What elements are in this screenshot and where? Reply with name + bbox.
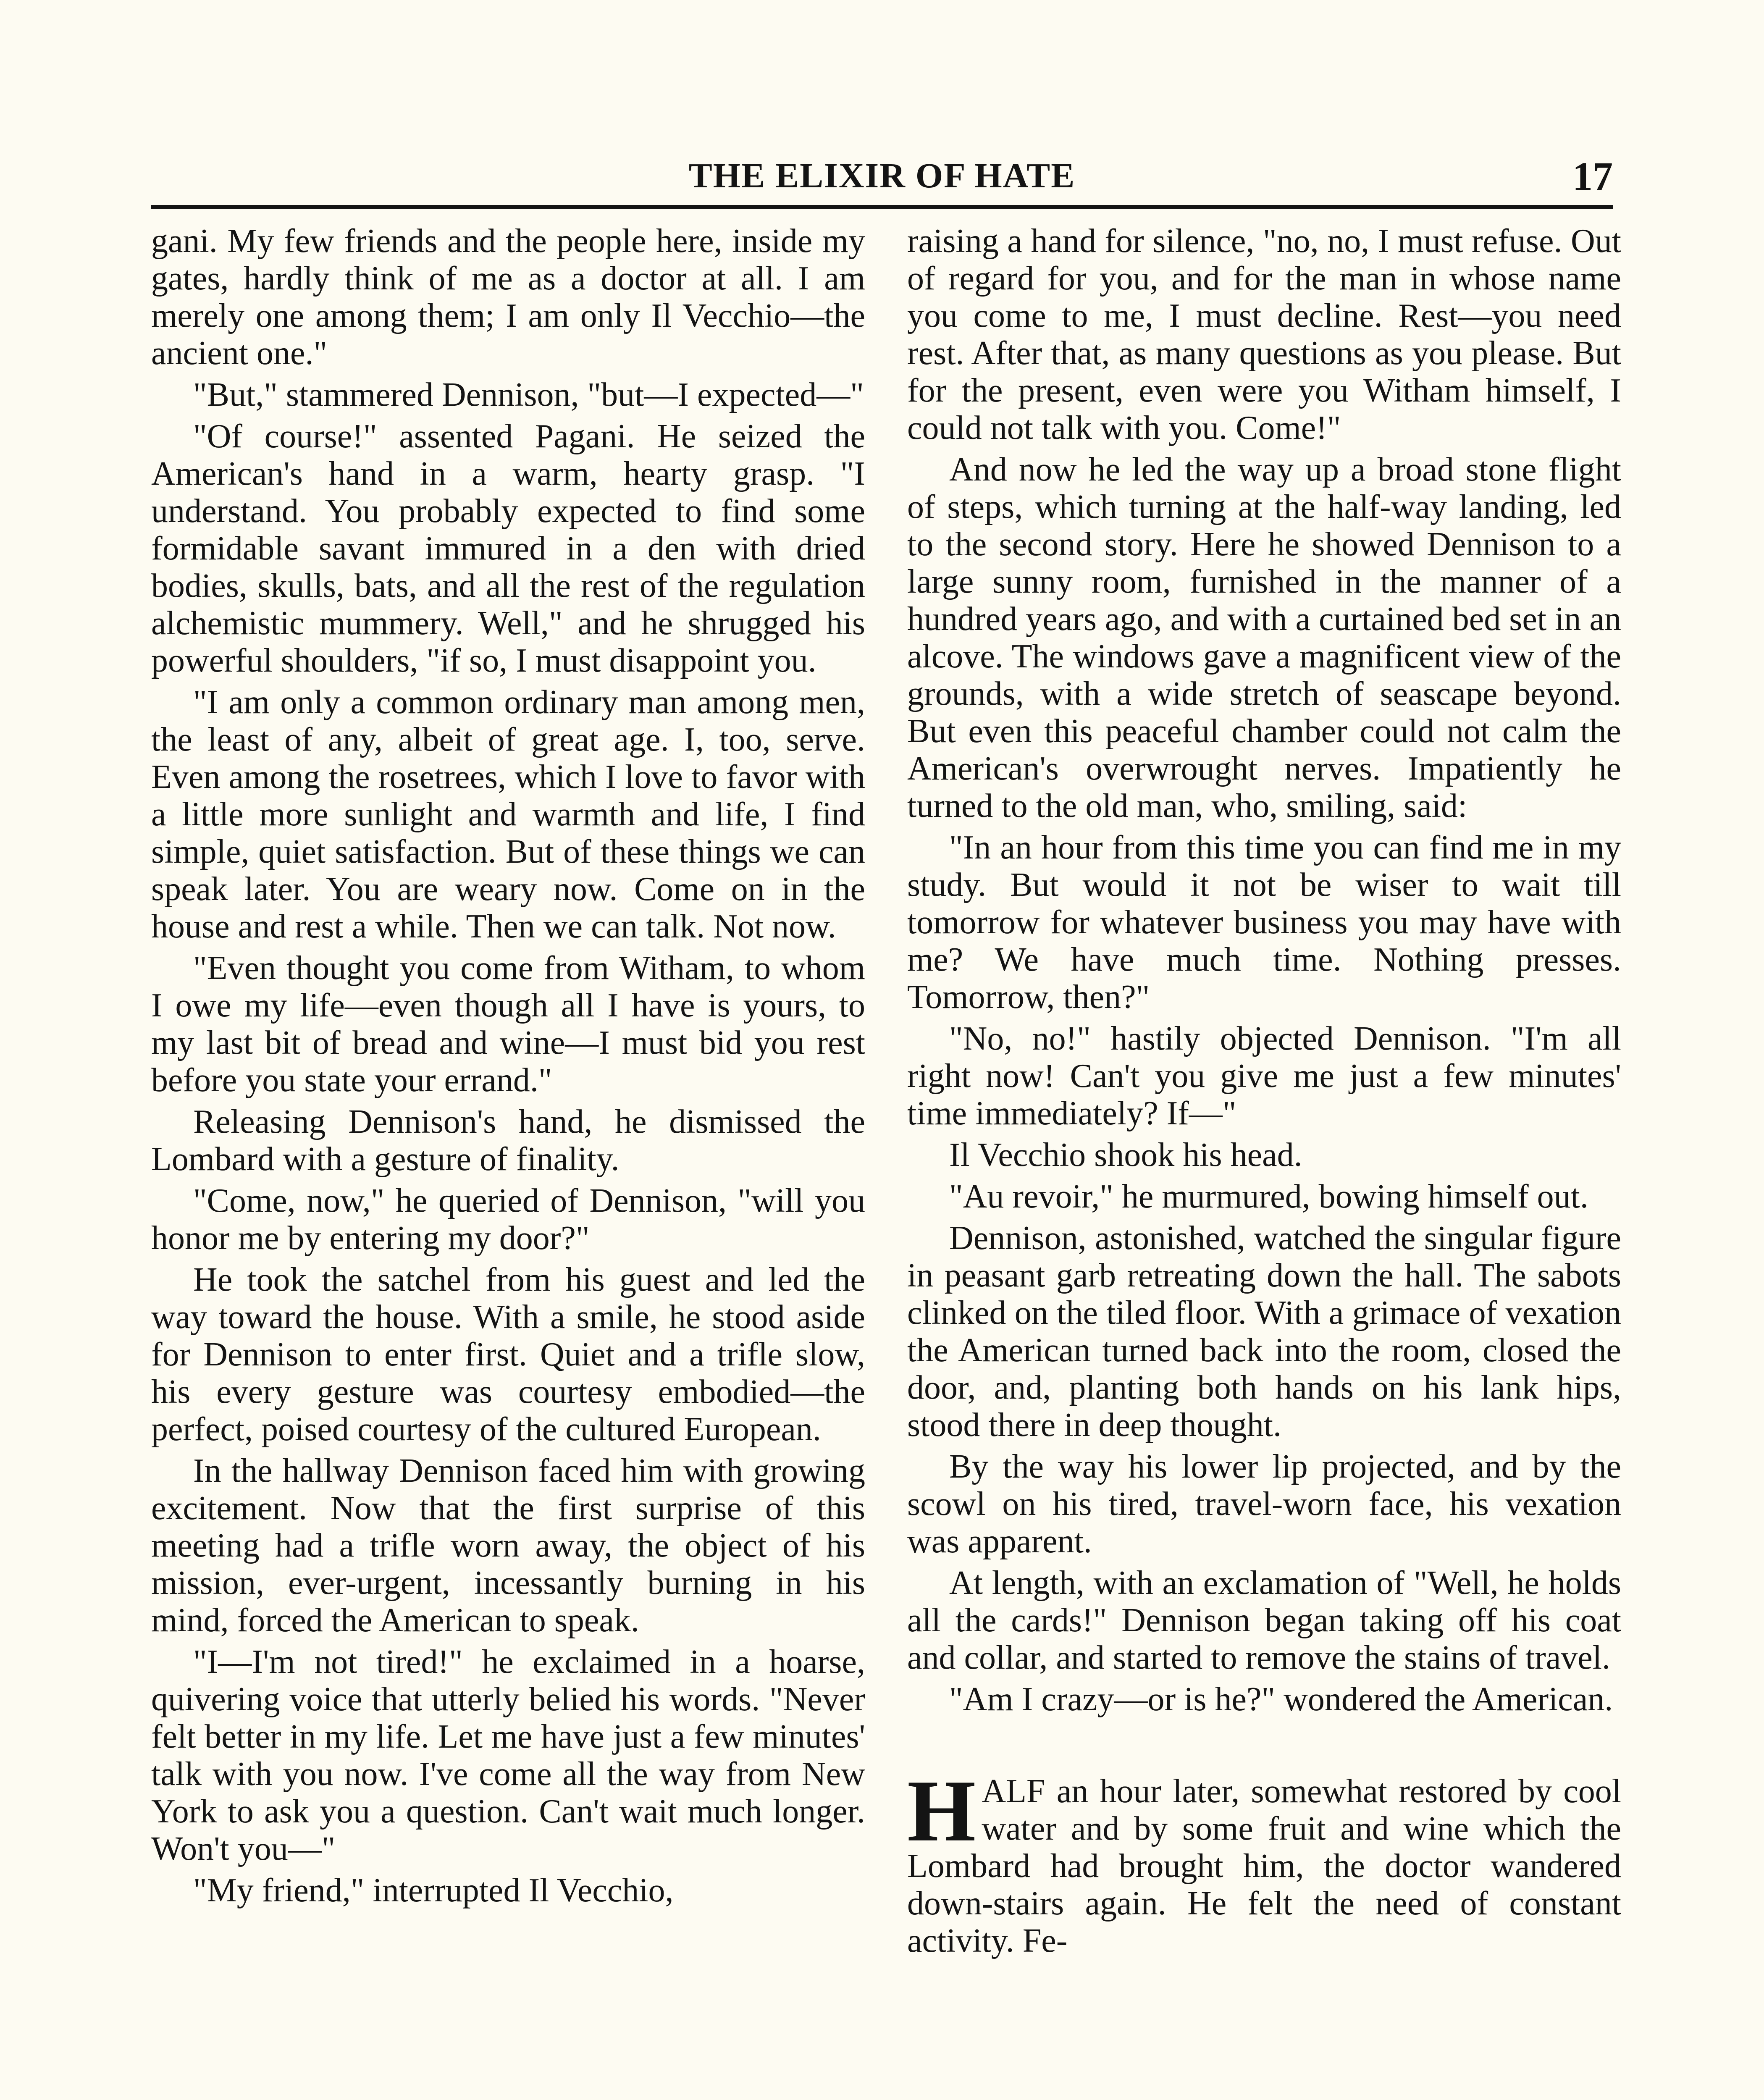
paragraph: "Come, now," he queried of Dennison, "will you honor me by entering my door?"	[151, 1182, 865, 1257]
paragraph: In the hallway Dennison faced him with growing excitement. Now that the first surprise of this meeting had a trifle worn away, the object of his mission, ever-urgent, incessantly burning in his mind, forced the American to speak.	[151, 1452, 865, 1639]
paragraph: "But," stammered Dennison, "but—I expected—"	[193, 376, 864, 413]
paragraph: "I—I'm not tired!" he exclaimed in a hoarse, quivering voice that utterly belied his words. "Never felt better in my life. Let me have just a few minutes' talk with you now. I've come all the way from New York to ask you a question. Can't wait much longer. Won't you—"	[151, 1643, 865, 1867]
header-rule	[151, 205, 1613, 209]
paragraph: He took the satchel from his guest and led the way toward the house. With a smile, he stood aside for Dennison to enter first. Quiet and a trifle slow, his every gesture was courtesy embodied—the perfect, poised courtesy of the cultured European.	[151, 1261, 865, 1448]
paragraph: Dennison, astonished, watched the singular figure in peasant garb retreating down the hall. The sabots clinked on the tiled floor. With a grimace of vexation the American turned back into the room, closed the door, and, planting both hands on his lank hips, stood there in deep thought.	[907, 1220, 1621, 1444]
paragraph: Releasing Dennison's hand, he dismissed the Lombard with a gesture of finality.	[151, 1103, 865, 1178]
paragraph: "Of course!" assented Pagani. He seized the American's hand in a warm, hearty grasp. "I understand. You probably expected to find some formidable savant immured in a den with dried bodies, skulls, bats, and all the rest of the regulation alchemistic mummery. Well," and he shrugged his powerful shoulders, "if so, I must disappoint you.	[151, 418, 865, 679]
paragraph: raising a hand for silence, "no, no, I must refuse. Out of regard for you, and for the man in whose name you come to me, I must decline. Rest—you need rest. After that, as many questions as you please. But for the present, even were you Witham himself, I could not talk with you. Come!"	[907, 223, 1621, 446]
paragraph: By the way his lower lip projected, and by the scowl on his tired, travel-worn face, his vexation was apparent.	[907, 1448, 1621, 1560]
paragraph: "My friend," interrupted Il Vecchio,	[193, 1872, 674, 1909]
right-column	[907, 223, 1621, 2100]
paragraph: Il Vecchio shook his head.	[949, 1137, 1302, 1173]
paragraph: "Am I crazy—or is he?" wondered the American.	[949, 1681, 1613, 1718]
paragraph: gani. My few friends and the people here, inside my gates, hardly think of me as a doctor at all. I am merely one among them; I am only Il Vecchio—the ancient one."	[151, 223, 865, 372]
paragraph: And now he led the way up a broad stone flight of steps, which turning at the half-way landing, led to the second story. Here he showed Dennison to a large sunny room, furnished in the manner of a hundred years ago, and with a curtained bed set in an alcove. The windows gave a magnificent view of the grounds, with a wide stretch of seascape beyond. But even this peaceful chamber could not calm the American's overwrought nerves. Impatiently he turned to the old man, who, smiling, said:	[907, 451, 1621, 824]
left-column	[151, 223, 865, 2100]
running-title: THE ELIXIR OF HATE	[688, 156, 1076, 195]
paragraph: "Even thought you come from Witham, to whom I owe my life—even though all I have is yours, to my last bit of bread and wine—I must bid you rest before you state your errand."	[151, 950, 865, 1099]
page-header	[151, 155, 1613, 202]
paragraph: "No, no!" hastily objected Dennison. "I'm all right now! Can't you give me just a few minutes' time immediately? If—"	[907, 1020, 1621, 1132]
section-opening-paragraph	[907, 1762, 1621, 1960]
paragraph: "In an hour from this time you can find me in my study. But would it not be wiser to wait till tomorrow for whatever business you may have with me? We have much time. Nothing presses. Tomorrow, then?"	[907, 829, 1621, 1016]
drop-cap: H	[907, 1762, 976, 1860]
paragraph: "I am only a common ordinary man among men, the least of any, albeit of great age. I, too, serve. Even among the rosetrees, which I love to favor with a little more sunlight and warmth and life, I find simple, quiet satisfaction. But of these things we can speak later. You are weary now. Come on in the house and rest a while. Then we can talk. Not now.	[151, 684, 865, 945]
page-number: 17	[1572, 154, 1613, 199]
paragraph: At length, with an exclamation of "Well, he holds all the cards!" Dennison began taking off his coat and collar, and started to remove the stains of travel.	[907, 1564, 1621, 1676]
paragraph: "Au revoir," he murmured, bowing himself out.	[949, 1178, 1588, 1215]
drop-cap-paragraph-text: ALF an hour later, somewhat restored by cool water and by some fruit and wine which the Lombard had brought him, the doctor wandered down-stairs again. He felt the need of constant activity. Fe-	[907, 1773, 1621, 1959]
